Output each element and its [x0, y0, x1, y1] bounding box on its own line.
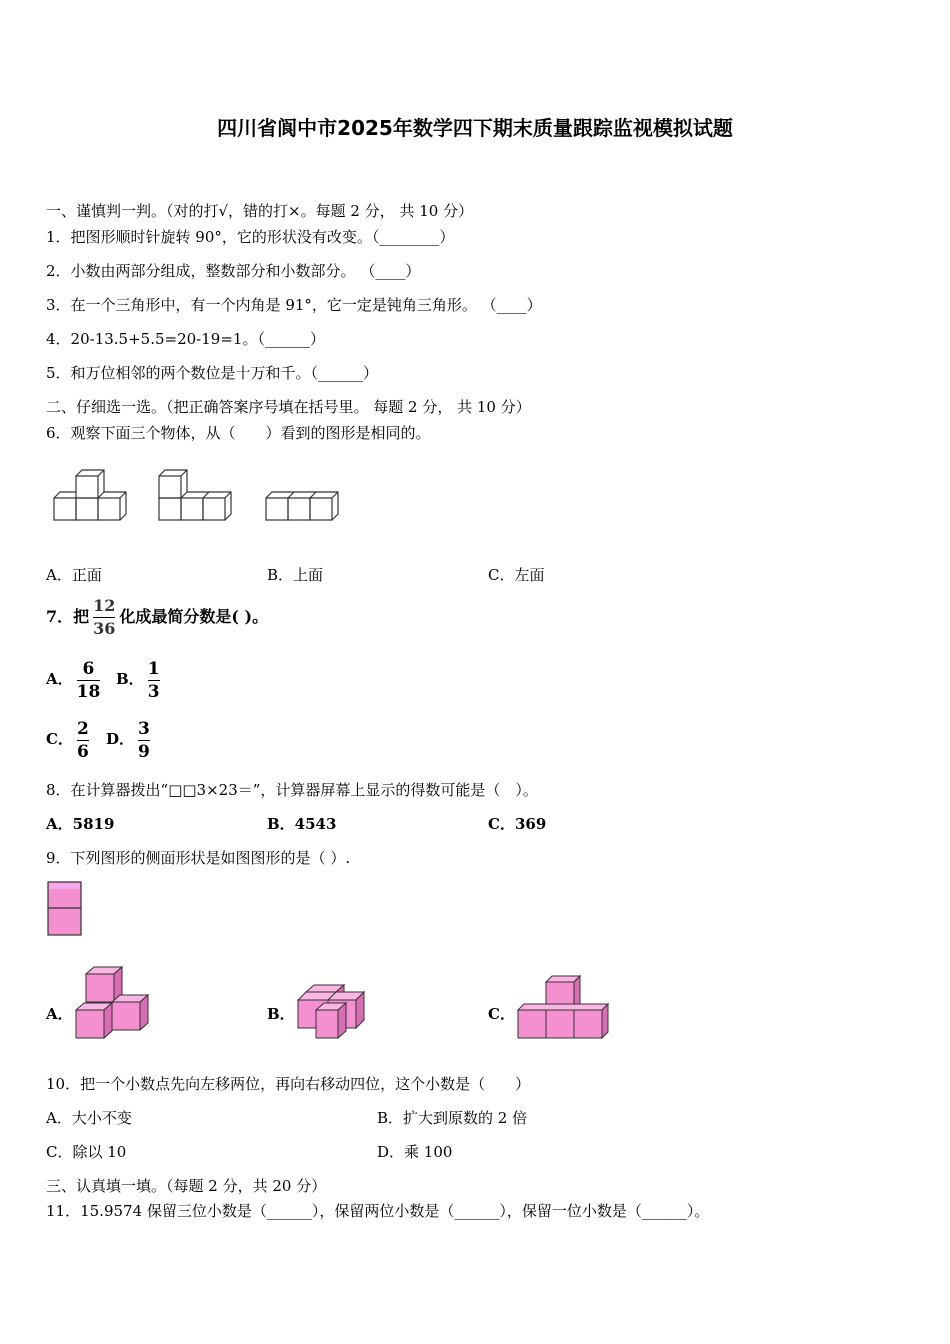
q10-option-c[interactable]: C．除以 10: [46, 1143, 127, 1161]
section-3-heading: 三、认真填一填。（每题 2 分，共 20 分）: [46, 1177, 327, 1195]
q7-option-c-fraction: [77, 719, 89, 762]
question-9-stem: 9．下列图形的侧面形状是如图图形的是（ ）.: [46, 849, 351, 867]
q7-option-a-den: 18: [76, 681, 101, 702]
question-6-stem: 6．观察下面三个物体，从（ ）看到的图形是相同的。: [46, 424, 431, 442]
section-2-heading: 二、仔细选一选。（把正确答案序号填在括号里。 每题 2 分， 共 10 分）: [46, 398, 531, 416]
q10-option-b[interactable]: B．扩大到原数的 2 倍: [377, 1109, 528, 1127]
q7-option-a-label: A．: [46, 670, 73, 688]
question-11: 11．15.9574 保留三位小数是（______），保留两位小数是（______），保留一位小数是（______）。: [46, 1202, 710, 1220]
q7-option-c-label: C．: [46, 730, 73, 748]
q9-option-c[interactable]: C．: [488, 1005, 515, 1023]
q10-option-a[interactable]: A．大小不变: [46, 1109, 132, 1127]
question-2: 2．小数由两部分组成，整数部分和小数部分。 （____）: [46, 262, 421, 280]
q7-option-b-fraction: [148, 659, 160, 702]
q8-option-a[interactable]: A．5819: [46, 815, 115, 833]
q9-option-b[interactable]: B．: [267, 1005, 295, 1023]
question-8-stem: 8．在计算器拨出“□□3×23＝”，计算器屏幕上显示的得数可能是（ ）。: [46, 781, 538, 799]
q6-option-c[interactable]: C．左面: [488, 566, 545, 584]
q7-option-c-num: 2: [76, 718, 89, 739]
q7-option-d-den: 9: [138, 741, 150, 762]
q7-option-d-label: D．: [106, 730, 135, 748]
q6-object-1: [50, 466, 132, 524]
q7-option-b-den: 3: [147, 681, 160, 702]
q7-option-d[interactable]: [106, 716, 154, 762]
q6-object-3: [262, 486, 344, 524]
q7-numerator: 12: [93, 596, 116, 615]
q9-option-a-figure: [74, 964, 154, 1042]
q9-option-c-figure: [516, 972, 612, 1042]
q7-option-a-num: 6: [82, 658, 95, 679]
q9-side-view-figure: [47, 881, 83, 937]
q7-suffix: 化成最简分数是( )。: [119, 607, 269, 626]
q10-option-d[interactable]: D．乘 100: [377, 1143, 453, 1161]
q6-option-b[interactable]: B．上面: [267, 566, 324, 584]
q8-option-c[interactable]: C．369: [488, 815, 547, 833]
q7-option-c[interactable]: [46, 716, 93, 762]
q7-option-b-num: 1: [147, 658, 160, 679]
page-title: 四川省阆中市2025年数学四下期末质量跟踪监视模拟试题: [217, 116, 733, 140]
q7-option-d-num: 3: [138, 718, 150, 739]
section-1-heading: 一、谨慎判一判。（对的打√，错的打×。每题 2 分， 共 10 分）: [46, 202, 474, 220]
q9-option-b-figure: [294, 982, 368, 1042]
q7-option-a-fraction: [77, 659, 101, 702]
question-10-stem: 10．把一个小数点先向左移两位，再向右移动四位，这个小数是（ ）: [46, 1075, 531, 1093]
question-7-stem: [46, 594, 268, 640]
q7-prefix: 7．把: [46, 607, 90, 626]
q9-option-a[interactable]: A．: [46, 1005, 73, 1023]
q7-option-c-den: 6: [76, 741, 89, 762]
q7-denominator: 36: [93, 619, 116, 638]
question-4: 4．20-13.5+5.5=20-19=1。（______）: [46, 330, 325, 348]
question-1: 1．把图形顺时针旋转 90°，它的形状没有改变。（________）: [46, 228, 455, 246]
q7-option-b-label: B．: [116, 670, 144, 688]
q7-option-b[interactable]: [116, 656, 164, 702]
q6-object-2: [155, 466, 237, 524]
question-5: 5．和万位相邻的两个数位是十万和千。（______）: [46, 364, 379, 382]
q6-option-a[interactable]: A．正面: [46, 566, 102, 584]
q7-fraction: [93, 596, 115, 639]
q7-option-d-fraction: [138, 719, 150, 762]
question-3: 3．在一个三角形中，有一个内角是 91°，它一定是钝角三角形。 （____）: [46, 296, 542, 314]
q7-option-a[interactable]: [46, 656, 104, 702]
q8-option-b[interactable]: B．4543: [267, 815, 337, 833]
